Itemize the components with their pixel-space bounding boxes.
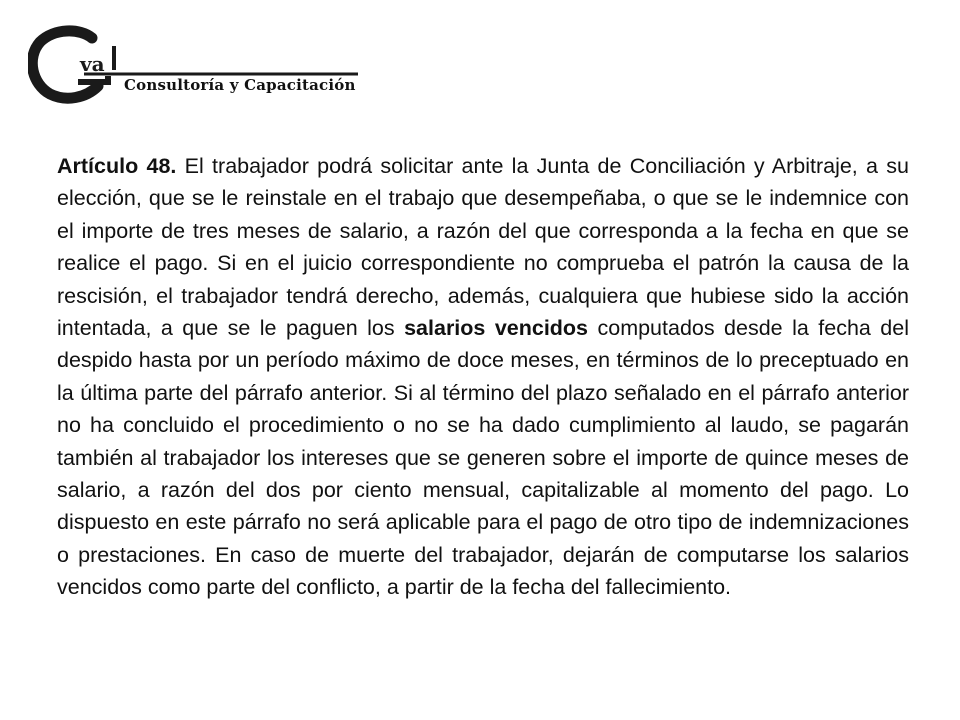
article-text-part-2: computados desde la fecha del despido hasta por un período máximo de doce meses, en términos de lo preceptuado en la última parte del párrafo anterior. Si al término del plazo señalado en el párrafo anterior no ha concluido el procedimiento o no se ha dado cumplimiento al laudo, se pagarán también al trabajador los intereses que se generen sobre el importe de quince meses de salario, a razón del dos por ciento mensual, capitalizable al momento del pago. Lo dispuesto en este párrafo no será aplicable para el pago de otro tipo de indemnizaciones o prestaciones. En caso de muerte del trabajador, dejarán de computarse los salarios vencidos como parte del conflicto, a partir de la fecha del fallecimiento.: [57, 316, 910, 600]
article-paragraph: [57, 150, 909, 604]
article-text-part-1: El trabajador podrá solicitar ante la Junta de Conciliación y Arbitraje, a su elección, que se le reinstale en el trabajo que desempeñaba, o que se le indemnice con el importe de tres meses de salario, a razón del que corresponda a la fecha en que se realice el pago. Si en el juicio correspondiente no comprueba el patrón la causa de la rescisión, el trabajador tendrá derecho, además, cualquiera que hubiese sido la acción intentada, a que se le paguen los: [57, 154, 909, 341]
company-logo: [28, 24, 368, 106]
article-emphasis: salarios vencidos: [404, 316, 589, 341]
logo-mark-letters: va: [80, 52, 105, 76]
article-heading: Artículo 48.: [57, 154, 177, 178]
logo-tagline: Consultoría y Capacitación: [124, 76, 356, 94]
